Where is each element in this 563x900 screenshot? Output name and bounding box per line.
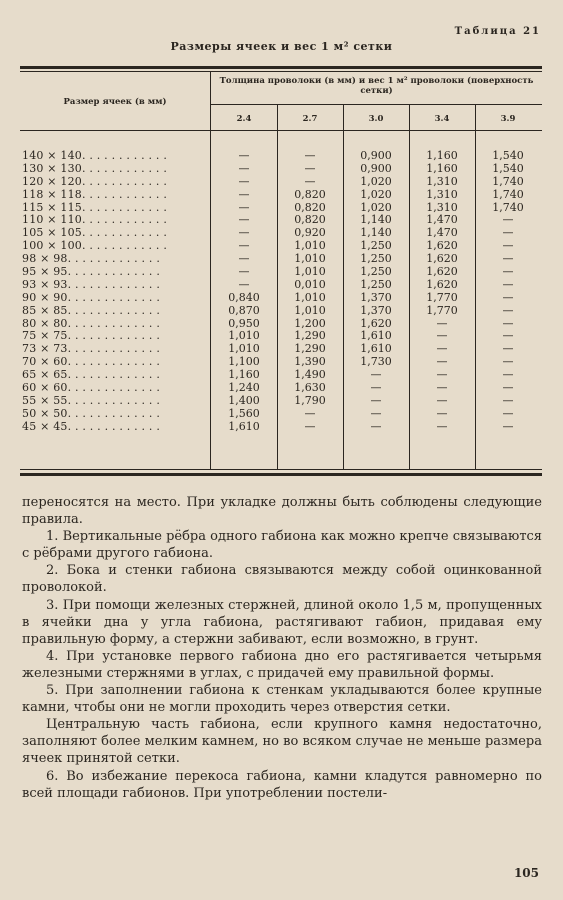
table-row xyxy=(20,292,542,305)
paragraph: 3. При помощи железных стержней, длиной около 1,5 м, пропущенных в ячейки дна у угла габиона, растягивают габион, придавая ему правильную форму, а стержни забивают, если возможно, в грунт. xyxy=(22,597,542,647)
table-row xyxy=(20,408,542,421)
weight-cell: — xyxy=(436,406,448,420)
weight-cell: 1,470 xyxy=(426,226,458,240)
weight-cell: — xyxy=(436,381,448,395)
weight-cell: — xyxy=(502,239,514,253)
paragraph: 2. Бока и стенки габиона связываются между собой оцинкованной проволокой. xyxy=(22,563,542,596)
weight-cell: 0,870 xyxy=(228,303,260,317)
weight-cell: 1,140 xyxy=(360,213,392,227)
mesh-size-cell: 85 × 85. . . . . . . . . . . . . xyxy=(22,304,161,317)
weight-cell: 1,620 xyxy=(426,277,458,291)
table-row xyxy=(20,253,542,266)
weight-cell: 0,950 xyxy=(228,316,260,330)
table-row xyxy=(20,202,542,215)
weight-cell: — xyxy=(238,161,250,175)
table-title: Размеры ячеек и вес 1 м² сетки xyxy=(170,40,393,53)
table-bottom-rule-thin xyxy=(20,469,542,470)
weight-cell: 1,010 xyxy=(294,290,326,304)
weight-cell: — xyxy=(502,329,514,343)
weight-cell: 1,160 xyxy=(228,368,260,382)
diameter-header: 3.9 xyxy=(500,114,516,124)
weight-cell: 0,010 xyxy=(294,277,326,291)
weight-cell: — xyxy=(304,161,316,175)
weight-cell: 1,390 xyxy=(294,355,326,369)
weight-cell: 1,250 xyxy=(360,265,392,279)
table-row xyxy=(20,382,542,395)
weight-cell: 1,790 xyxy=(294,393,326,407)
weight-cell: — xyxy=(304,174,316,188)
weight-cell: 1,250 xyxy=(360,252,392,266)
weight-cell: — xyxy=(502,213,514,227)
weight-cell: 1,010 xyxy=(228,342,260,356)
weight-cell: 0,920 xyxy=(294,226,326,240)
weight-cell: 0,900 xyxy=(360,149,392,162)
weight-cell: 1,620 xyxy=(426,265,458,279)
weight-cell: — xyxy=(370,393,382,407)
table-row xyxy=(20,318,542,331)
weight-cell: 1,740 xyxy=(492,200,524,214)
table-number-label: Таблица 21 xyxy=(454,26,541,37)
diameter-header: 2.7 xyxy=(302,114,318,124)
table-row xyxy=(20,227,542,240)
mesh-size-cell: 45 × 45. . . . . . . . . . . . . xyxy=(22,420,161,433)
weight-cell: 1,290 xyxy=(294,329,326,343)
weight-cell: — xyxy=(370,368,382,382)
mesh-size-cell: 140 × 140. . . . . . . . . . . . xyxy=(22,150,168,162)
paragraph: 6. Во избежание перекоса габиона, камни кладутся равномерно по всей площади габионов. При употреблении постели- xyxy=(22,768,542,801)
weight-cell: — xyxy=(436,393,448,407)
table-row xyxy=(20,214,542,227)
weight-cell: — xyxy=(502,355,514,369)
mesh-size-cell: 130 × 130. . . . . . . . . . . . xyxy=(22,162,168,175)
mesh-size-cell: 93 × 93. . . . . . . . . . . . . xyxy=(22,278,161,291)
weight-cell: 0,820 xyxy=(294,187,326,201)
table-row xyxy=(20,421,542,434)
weight-cell: 1,020 xyxy=(360,174,392,188)
table-bottom-rule xyxy=(20,473,542,476)
weight-cell: — xyxy=(238,149,250,162)
weight-cell: 1,160 xyxy=(426,161,458,175)
weight-cell: 1,310 xyxy=(426,187,458,201)
mesh-size-cell: 50 × 50. . . . . . . . . . . . . xyxy=(22,407,161,420)
weight-cell: 1,740 xyxy=(492,187,524,201)
weight-cell: — xyxy=(436,368,448,382)
weight-cell: — xyxy=(238,239,250,253)
weight-cell: 1,310 xyxy=(426,200,458,214)
mesh-size-cell: 120 × 120. . . . . . . . . . . . xyxy=(22,175,168,188)
weight-cell: — xyxy=(436,342,448,356)
weight-cell: — xyxy=(502,342,514,356)
paragraph: 5. При заполнении габиона к стенкам укладываются более крупные камни, чтобы они не могли проходить через отверстия сетки. xyxy=(22,683,542,716)
weight-cell: — xyxy=(238,252,250,266)
weight-cell: — xyxy=(304,419,316,433)
weight-cell: 1,770 xyxy=(426,290,458,304)
weight-cell: — xyxy=(238,265,250,279)
weight-cell: 1,740 xyxy=(492,174,524,188)
weight-cell: — xyxy=(238,187,250,201)
weight-cell: 1,470 xyxy=(426,213,458,227)
weight-cell: — xyxy=(502,393,514,407)
weight-cell: — xyxy=(238,213,250,227)
table-row xyxy=(20,240,542,253)
weight-cell: — xyxy=(502,277,514,291)
weight-cell: — xyxy=(238,174,250,188)
mesh-size-cell: 100 × 100. . . . . . . . . . . . xyxy=(22,240,168,253)
diameter-header: 3.0 xyxy=(368,114,384,124)
table-row xyxy=(20,176,542,189)
weight-cell: — xyxy=(502,265,514,279)
weight-cell: 1,250 xyxy=(360,239,392,253)
weight-cell: 1,200 xyxy=(294,316,326,330)
table-row xyxy=(20,305,542,318)
table-row xyxy=(20,343,542,356)
mesh-size-cell: 65 × 65. . . . . . . . . . . . . xyxy=(22,369,161,382)
header-divider xyxy=(211,104,542,105)
paragraph: 1. Вертикальные рёбра одного габиона как можно крепче связываются с рёбрами другого габиона. xyxy=(22,529,542,562)
mesh-size-cell: 73 × 73. . . . . . . . . . . . . xyxy=(22,343,161,356)
mesh-size-cell: 55 × 55. . . . . . . . . . . . . xyxy=(22,394,161,407)
table-row xyxy=(20,163,542,176)
weight-cell: 1,610 xyxy=(360,329,392,343)
weight-cell: 1,630 xyxy=(294,381,326,395)
mesh-size-cell: 75 × 75. . . . . . . . . . . . . xyxy=(22,330,161,343)
weight-cell: — xyxy=(436,419,448,433)
weight-cell: 1,250 xyxy=(360,277,392,291)
weight-cell: 1,620 xyxy=(426,239,458,253)
table-body xyxy=(20,150,542,434)
mesh-size-cell: 105 × 105. . . . . . . . . . . . xyxy=(22,227,168,240)
paragraph: Центральную часть габиона, если крупного камня недостаточно, заполняют более мелким камнем, но во всяком случае не меньше размера ячеек принятой сетки. xyxy=(22,717,542,767)
mesh-size-cell: 110 × 110. . . . . . . . . . . . xyxy=(22,214,168,227)
weight-cell: 1,100 xyxy=(228,355,260,369)
paragraph: 4. При установке первого габиона дно его растягивается четырьмя железными стержнями в углах, с придачей ему правильной формы. xyxy=(22,648,542,681)
table-row xyxy=(20,266,542,279)
weight-cell: 1,540 xyxy=(492,161,524,175)
table-top-rule xyxy=(20,66,542,69)
weight-cell: 1,010 xyxy=(228,329,260,343)
weight-cell: — xyxy=(370,406,382,420)
mesh-size-cell: 60 × 60. . . . . . . . . . . . . xyxy=(22,382,161,395)
weight-cell: 1,770 xyxy=(426,303,458,317)
weight-cell: 1,370 xyxy=(360,303,392,317)
body-text xyxy=(22,494,542,802)
weight-cell: — xyxy=(370,419,382,433)
wire-group-header: Толщина проволоки (в мм) и вес 1 м² проволоки (поверхность сетки) xyxy=(219,76,534,96)
weight-cell: — xyxy=(502,316,514,330)
weight-cell: 1,310 xyxy=(426,174,458,188)
weight-cell: 1,020 xyxy=(360,200,392,214)
weight-cell: 1,400 xyxy=(228,393,260,407)
table-row xyxy=(20,369,542,382)
weight-cell: — xyxy=(370,381,382,395)
header-bottom-rule xyxy=(20,130,542,131)
weight-cell: — xyxy=(436,316,448,330)
weight-cell: — xyxy=(502,303,514,317)
table-row xyxy=(20,150,542,163)
weight-cell: 1,010 xyxy=(294,252,326,266)
weight-cell: 1,240 xyxy=(228,381,260,395)
weight-cell: 1,370 xyxy=(360,290,392,304)
weight-cell: — xyxy=(304,406,316,420)
weight-cell: 0,840 xyxy=(228,290,260,304)
weight-cell: 1,140 xyxy=(360,226,392,240)
weight-cell: 1,490 xyxy=(294,368,326,382)
weight-cell: — xyxy=(502,406,514,420)
weight-cell: — xyxy=(502,381,514,395)
weight-cell: 1,010 xyxy=(294,239,326,253)
weight-cell: 1,010 xyxy=(294,303,326,317)
table-row xyxy=(20,395,542,408)
weight-cell: 1,540 xyxy=(492,149,524,162)
weight-cell: 1,290 xyxy=(294,342,326,356)
page-number: 105 xyxy=(513,866,539,880)
weight-cell: — xyxy=(304,149,316,162)
weight-cell: 1,620 xyxy=(426,252,458,266)
mesh-size-cell: 80 × 80. . . . . . . . . . . . . xyxy=(22,317,161,330)
weight-cell: 1,560 xyxy=(228,406,260,420)
paragraph: переносятся на место. При укладке должны быть соблюдены следующие правила. xyxy=(22,495,542,528)
diameter-header: 2.4 xyxy=(236,114,252,124)
weight-cell: 0,820 xyxy=(294,200,326,214)
weight-cell: — xyxy=(436,329,448,343)
weight-cell: — xyxy=(238,200,250,214)
mesh-size-cell: 70 × 60. . . . . . . . . . . . . xyxy=(22,356,161,369)
weight-cell: 0,820 xyxy=(294,213,326,227)
diameter-header: 3.4 xyxy=(434,114,450,124)
table-row xyxy=(20,189,542,202)
weight-cell: 1,160 xyxy=(426,149,458,162)
weight-cell: — xyxy=(436,355,448,369)
mesh-size-cell: 90 × 90. . . . . . . . . . . . . xyxy=(22,291,161,304)
mesh-size-cell: 98 × 98. . . . . . . . . . . . . xyxy=(22,253,161,266)
mesh-size-cell: 118 × 118. . . . . . . . . . . . xyxy=(22,188,168,201)
weight-cell: — xyxy=(502,252,514,266)
table-row xyxy=(20,279,542,292)
weight-cell: 1,730 xyxy=(360,355,392,369)
table-row xyxy=(20,356,542,369)
weight-cell: 0,900 xyxy=(360,161,392,175)
weight-cell: 1,010 xyxy=(294,265,326,279)
weight-cell: — xyxy=(238,277,250,291)
weight-cell: — xyxy=(238,226,250,240)
weight-cell: 1,610 xyxy=(360,342,392,356)
weight-cell: — xyxy=(502,226,514,240)
size-column-header: Размер ячеек (в мм) xyxy=(63,97,167,107)
mesh-size-cell: 95 × 95. . . . . . . . . . . . . xyxy=(22,266,161,279)
weight-cell: — xyxy=(502,368,514,382)
mesh-size-cell: 115 × 115. . . . . . . . . . . . xyxy=(22,201,168,214)
weight-cell: 1,620 xyxy=(360,316,392,330)
table-row xyxy=(20,330,542,343)
weight-cell: 1,020 xyxy=(360,187,392,201)
weight-cell: 1,610 xyxy=(228,419,260,433)
weight-cell: — xyxy=(502,419,514,433)
weight-cell: — xyxy=(502,290,514,304)
